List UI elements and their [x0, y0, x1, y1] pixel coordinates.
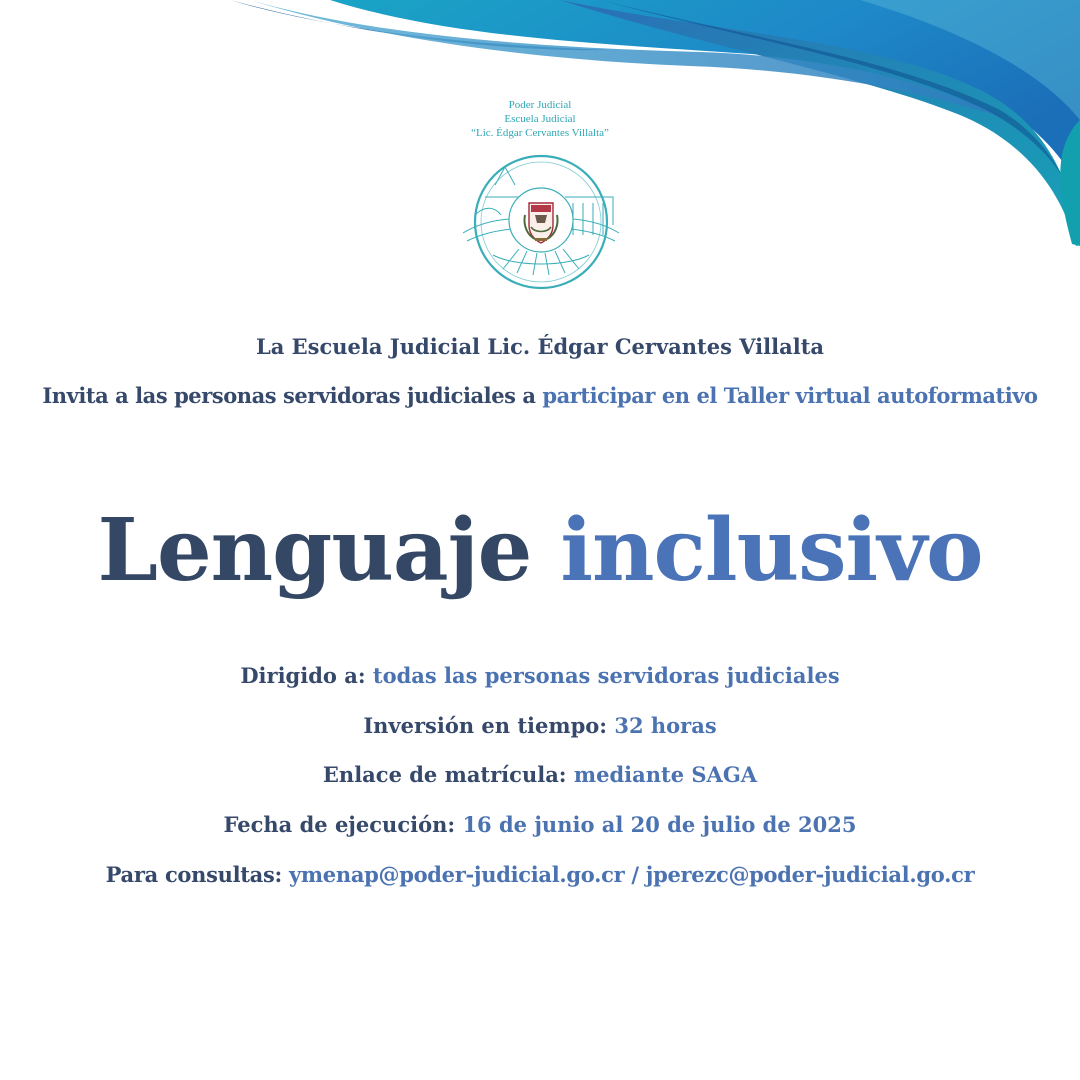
invitation-line	[0, 383, 1080, 408]
detail-duration	[0, 713, 1080, 738]
detail-dates-label: Fecha de ejecución:	[223, 812, 463, 837]
detail-enrollment	[0, 762, 1080, 787]
detail-duration-label: Inversión en tiempo:	[363, 713, 615, 738]
detail-audience-label: Dirigido a:	[240, 663, 373, 688]
detail-dates-value: 16 de junio al 20 de julio de 2025	[462, 812, 857, 837]
school-name-text: La Escuela Judicial Lic. Édgar Cervantes Villalta	[255, 334, 824, 359]
detail-audience	[0, 663, 1080, 688]
detail-audience-value: todas las personas servidoras judiciales	[372, 663, 840, 688]
detail-dates	[0, 812, 1080, 837]
logo-caption-line-3: “Lic. Édgar Cervantes Villalta”	[471, 127, 609, 139]
detail-enrollment-value: mediante SAGA	[573, 762, 758, 787]
invitation-text-part-1: Invita a las personas servidoras judiciales a	[42, 383, 543, 408]
workshop-title-part-1: Lenguaje	[97, 500, 561, 601]
detail-contacts	[0, 862, 1080, 887]
workshop-title-part-2: inclusivo	[560, 500, 983, 601]
detail-enrollment-label: Enlace de matrícula:	[322, 762, 574, 787]
detail-duration-value: 32 horas	[614, 713, 717, 738]
logo-caption-line-2: Escuela Judicial	[504, 113, 576, 125]
detail-contacts-label: Para consultas:	[105, 862, 289, 887]
workshop-title	[0, 500, 1080, 601]
escuela-judicial-seal-logo	[455, 145, 627, 295]
logo-caption-line-1: Poder Judicial	[508, 99, 572, 111]
invitation-text-part-2: participar en el Taller virtual autoformativo	[542, 383, 1038, 408]
school-name-line	[0, 334, 1080, 359]
logo-caption	[390, 98, 690, 140]
detail-contacts-emails[interactable]: ymenap@poder-judicial.go.cr / jperezc@poder-judicial.go.cr	[288, 862, 975, 887]
